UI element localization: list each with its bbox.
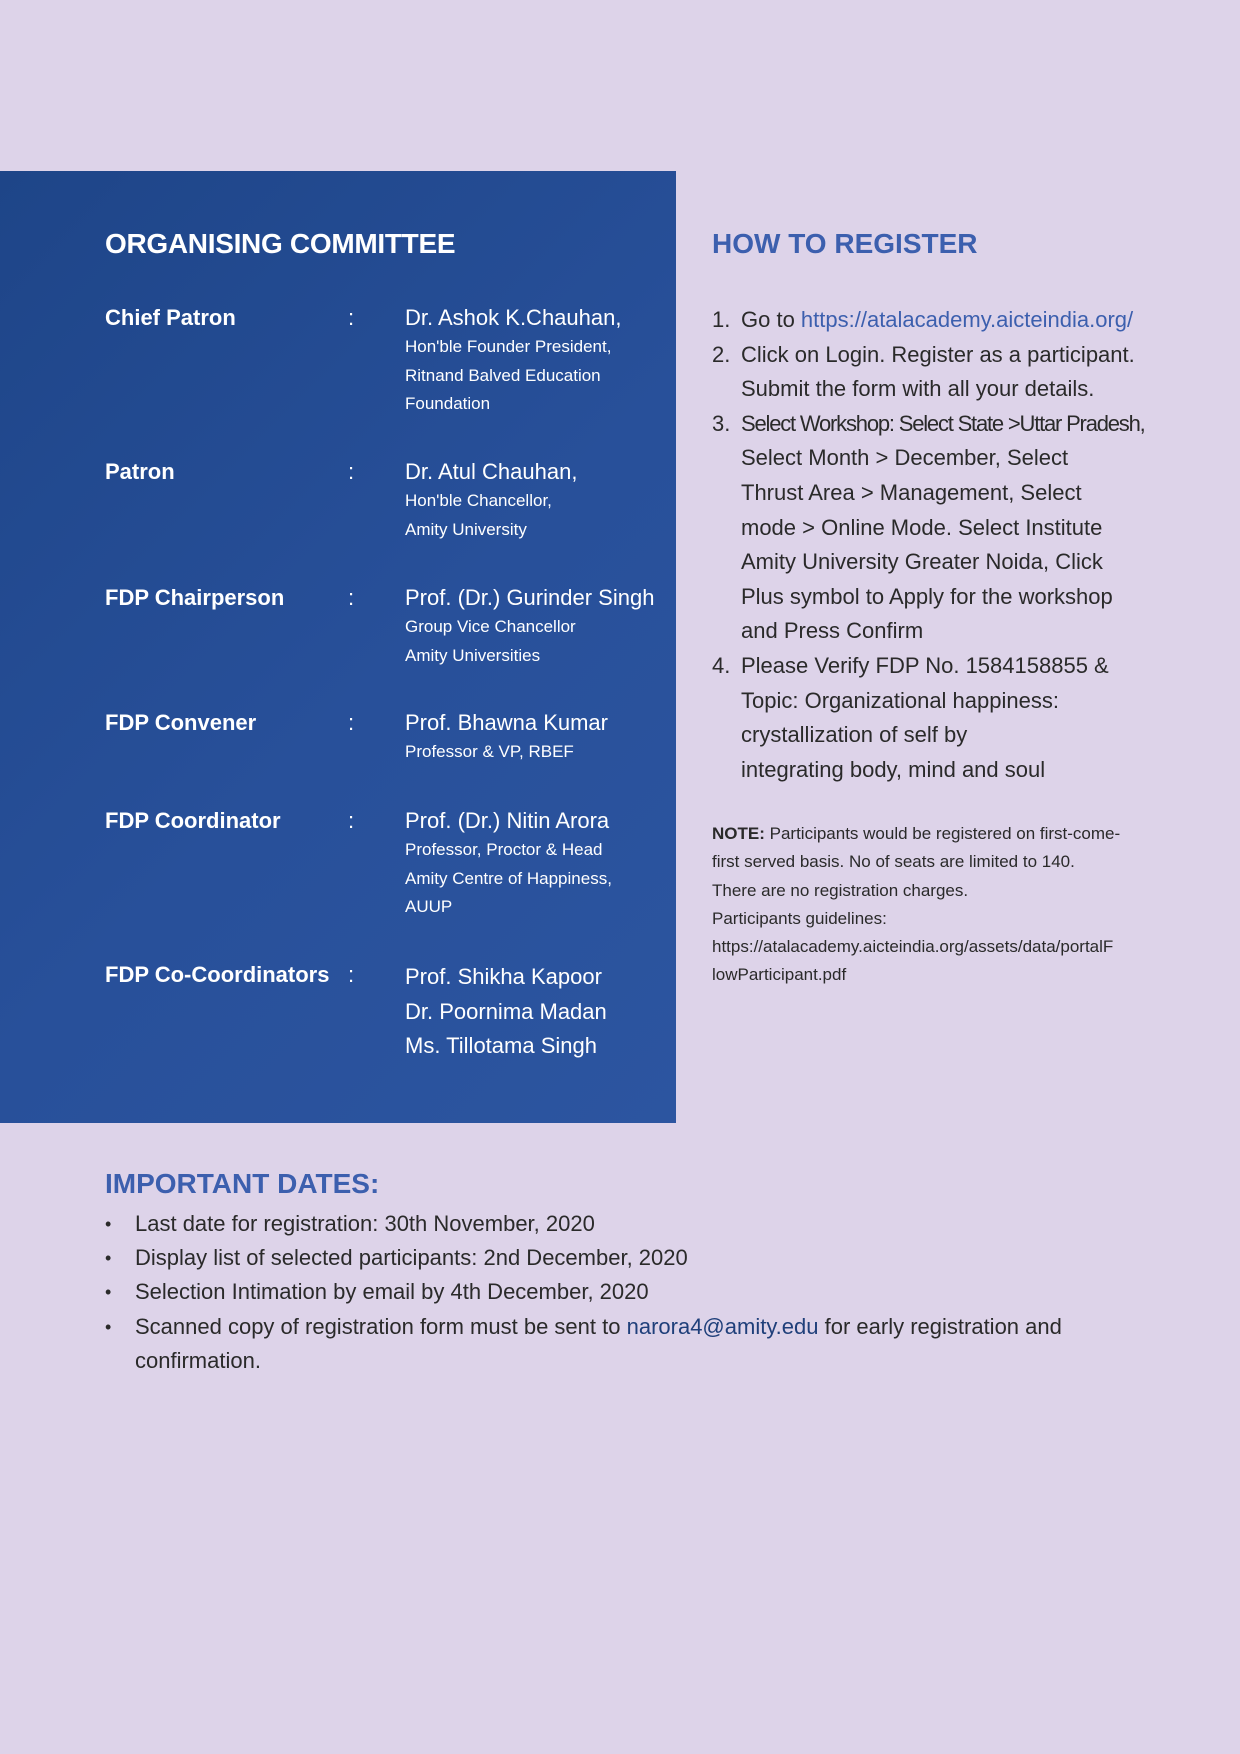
bullet: • (105, 1282, 112, 1303)
note-line: first served basis. No of seats are limited to 140. (712, 852, 1075, 872)
member-info (405, 305, 675, 419)
member-info (405, 585, 675, 670)
member-detail: Amity Centre of Happiness, (405, 868, 612, 888)
important-dates-title: IMPORTANT DATES: (105, 1168, 380, 1199)
member-role: FDP Chairperson (105, 585, 285, 610)
registration-note (712, 820, 1182, 990)
step-text: Topic: Organizational happiness: (741, 687, 1059, 713)
step-number: 1. (712, 307, 731, 332)
bullet: • (105, 1316, 112, 1337)
date-item (105, 1207, 1155, 1241)
member-role: FDP Co-Coordinators (105, 962, 330, 987)
step-text: Select Month > December, Select (741, 445, 1069, 471)
member-detail: Professor, Proctor & Head (405, 840, 603, 859)
guidelines-url: lowParticipant.pdf (712, 965, 847, 985)
step-text: integrating body, mind and soul (741, 756, 1046, 782)
step-text: Click on Login. Register as a participant. (741, 341, 1135, 367)
member-name: Dr. Ashok K.Chauhan, (405, 305, 622, 330)
step-text: Please Verify FDP No. 1584158855 & (741, 652, 1109, 678)
member-role: Patron (105, 459, 175, 484)
bullet: • (105, 1248, 112, 1269)
step-text: Amity University Greater Noida, Click (741, 549, 1103, 575)
member-info (405, 710, 675, 767)
step-text: and Press Confirm (741, 618, 924, 644)
member-colon: : (348, 305, 355, 330)
member-colon: : (348, 459, 355, 484)
member-detail: Hon'ble Chancellor, (405, 491, 552, 510)
step-text: mode > Online Mode. Select Institute (741, 514, 1103, 540)
step-text: crystallization of self by (741, 722, 968, 748)
member-role: Chief Patron (105, 305, 236, 330)
date-text: Selection Intimation by email by 4th December, 2020 (135, 1279, 649, 1305)
member-role: FDP Coordinator (105, 808, 281, 833)
note-text: Participants would be registered on first-come- (764, 824, 1121, 843)
note-line: There are no registration charges. (712, 880, 969, 900)
step-text: Thrust Area > Management, Select (741, 479, 1082, 505)
member-detail: Professor & VP, RBEF (405, 742, 574, 761)
member-colon: : (348, 962, 355, 987)
member-name: Dr. Poornima Madan (405, 998, 607, 1024)
member-info (405, 808, 675, 922)
member-info (405, 962, 675, 1064)
step-text: Select Workshop: Select State >Uttar Pradesh, (741, 410, 1145, 436)
member-name: Dr. Atul Chauhan, (405, 459, 578, 484)
member-colon: : (348, 710, 355, 735)
date-item (105, 1310, 1155, 1378)
member-name: Prof. (Dr.) Nitin Arora (405, 808, 610, 833)
member-name: Prof. (Dr.) Gurinder Singh (405, 585, 655, 610)
member-detail: Hon'ble Founder President, (405, 337, 612, 356)
date-text: Last date for registration: 30th November, 2020 (135, 1211, 595, 1236)
step-number: 4. (712, 652, 731, 678)
member-name: Prof. Shikha Kapoor (405, 964, 602, 989)
member-colon: : (348, 808, 355, 833)
register-step (712, 338, 1182, 407)
register-step (712, 303, 1182, 338)
register-step (712, 407, 1182, 649)
date-text: for early registration and (818, 1313, 1062, 1339)
register-step (712, 649, 1182, 787)
member-detail: Amity University (405, 519, 527, 539)
note-label: NOTE: (712, 824, 765, 843)
member-detail: Ritnand Balved Education (405, 365, 601, 385)
member-name: Ms. Tillotama Singh (405, 1033, 597, 1058)
member-detail: Amity Universities (405, 645, 541, 665)
step-text: Submit the form with all your details. (741, 376, 1095, 402)
member-detail: Group Vice Chancellor (405, 617, 576, 636)
date-item (105, 1275, 1155, 1309)
committee-title: ORGANISING COMMITTEE (105, 228, 456, 259)
step-text: Go to (741, 307, 801, 332)
register-steps-list (712, 303, 1182, 787)
date-text: confirmation. (135, 1347, 261, 1373)
member-detail: Foundation (405, 394, 491, 413)
bullet: • (105, 1214, 112, 1234)
member-info (405, 459, 675, 544)
member-name: Prof. Bhawna Kumar (405, 710, 608, 735)
date-text: Scanned copy of registration form must be sent to (135, 1313, 627, 1339)
note-line (712, 820, 1182, 848)
member-detail: AUUP (405, 897, 453, 916)
step-number: 2. (712, 341, 731, 367)
note-line: Participants guidelines: (712, 908, 887, 928)
step-number: 3. (712, 410, 731, 436)
register-title: HOW TO REGISTER (712, 228, 978, 259)
guidelines-url: https://atalacademy.aicteindia.org/assets/data/portalF (712, 937, 1114, 957)
contact-email-link[interactable]: narora4@amity.edu (626, 1313, 819, 1339)
atal-academy-link[interactable]: https://atalacademy.aicteindia.org/ (800, 307, 1134, 332)
important-dates-list (105, 1207, 1155, 1378)
date-item (105, 1241, 1155, 1275)
step-line (741, 303, 1182, 338)
organising-committee-panel (0, 171, 676, 1123)
date-text: Display list of selected participants: 2nd December, 2020 (135, 1245, 688, 1271)
step-text: Plus symbol to Apply for the workshop (741, 583, 1113, 609)
member-role: FDP Convener (105, 710, 257, 735)
member-colon: : (348, 585, 355, 610)
